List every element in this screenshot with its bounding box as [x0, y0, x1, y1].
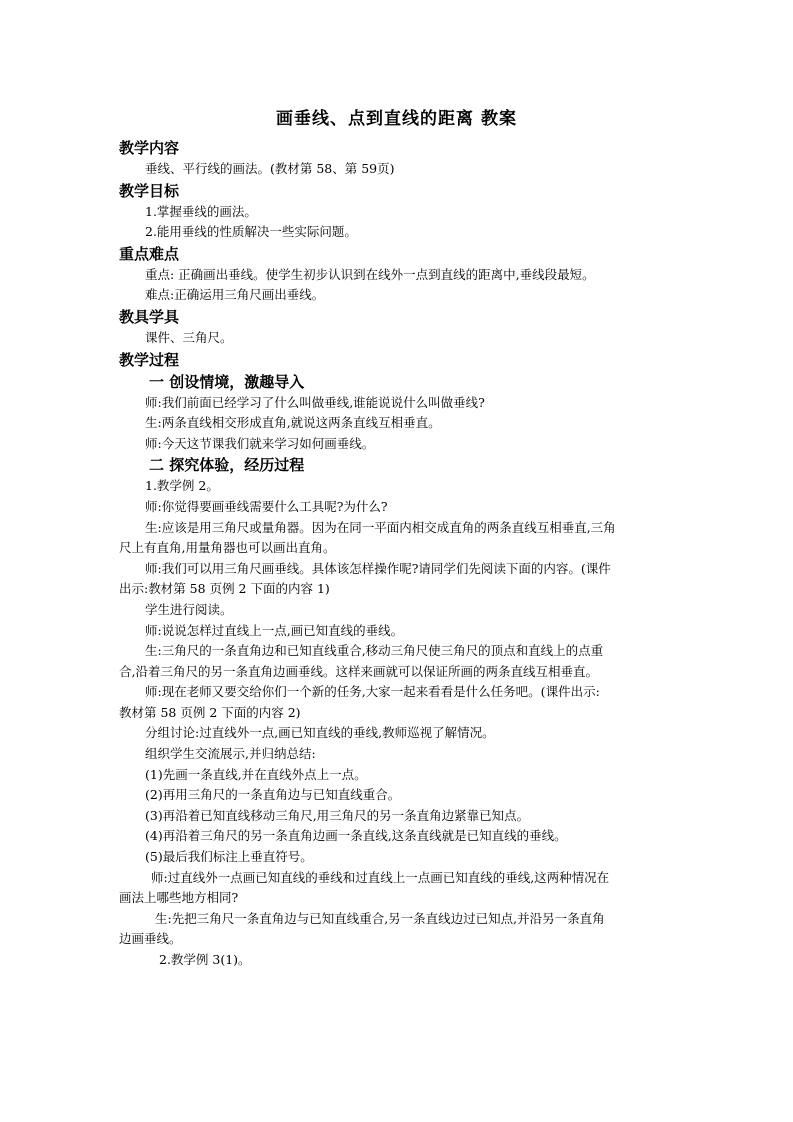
section-heading-tools: 教具学具 [119, 307, 180, 326]
paragraph-line: 师:说说怎样过直线上一点,画已知直线的垂线。 [145, 622, 404, 638]
paragraph-line: 师:今天这节课我们就来学习如何画垂线。 [145, 435, 375, 451]
subsection-heading-part1: 一 创设情境，激趣导入 [149, 372, 305, 391]
paragraph-line: 合,沿着三角尺的另一条直角边画垂线。这样来画就可以保证所画的两条直线互相垂直。 [119, 663, 598, 679]
paragraph-line: 师:过直线外一点画已知直线的垂线和过直线上一点画已知直线的垂线,这两种情况在 [151, 869, 610, 885]
paragraph-line: (5)最后我们标注上垂直符号。 [145, 849, 313, 865]
section-heading-content: 教学内容 [119, 139, 180, 157]
paragraph-line: 2.能用垂线的性质解决一些实际问题。 [145, 224, 357, 240]
paragraph-line: 生:两条直线相交形成直角,就说这两条直线互相垂直。 [145, 415, 441, 431]
paragraph-line: 尺上有直角,用量角器也可以画出直角。 [119, 540, 336, 556]
paragraph-line: 师:我们前面已经学习了什么叫做垂线,谁能说说什么叫做垂线? [145, 394, 485, 410]
paragraph-line: 出示:教材第 58 页例 2 下面的内容 1) [119, 581, 330, 597]
paragraph-line: 2.教学例 3(1)。 [159, 952, 251, 967]
paragraph-line: 生:三角尺的一条直角边和已知直线重合,移动三角尺使三角尺的顶点和直线上的点重 [145, 643, 604, 659]
paragraph-line: 1.掌握垂线的画法。 [145, 203, 257, 219]
paragraph-line: 组织学生交流展示,并归纳总结: [145, 746, 316, 762]
paragraph-line: 边画垂线。 [119, 931, 182, 947]
document-body [119, 137, 679, 971]
paragraph-line: (3)再沿着已知直线移动三角尺,用三角尺的另一条直角边紧靠已知点。 [145, 807, 530, 823]
section-heading-process: 教学过程 [119, 350, 180, 369]
paragraph-line: 师:你觉得要画垂线需要什么工具呢?为什么? [145, 498, 388, 514]
paragraph-line: 1.教学例 2。 [145, 478, 219, 494]
paragraph-line: 教材第 58 页例 2 下面的内容 2) [119, 704, 301, 720]
paragraph-line: 生:先把三角尺一条直角边与已知直线重合,另一条直线边过已知点,并沿另一条直角 [155, 910, 605, 926]
document-title: 画垂线、点到直线的距离 教案 [276, 109, 517, 129]
section-heading-goals: 教学目标 [119, 181, 180, 200]
paragraph-line: (1)先画一条直线,并在直线外点上一点。 [145, 766, 367, 782]
paragraph-line: 生:应该是用三角尺或量角器。因为在同一平面内相交成直角的两条直线互相垂直,三角 [145, 519, 616, 535]
paragraph-line: 师:我们可以用三角尺画垂线。具体该怎样操作呢?请同学们先阅读下面的内容。(课件 [145, 560, 611, 576]
section-heading-keypoints: 重点难点 [119, 244, 180, 263]
paragraph-line: 画法上哪些地方相同? [119, 890, 239, 906]
subsection-heading-part2: 二 探究体验，经历过程 [149, 456, 305, 475]
paragraph-line: 课件、三角尺。 [145, 329, 233, 345]
paragraph-line: 难点:正确运用三角尺画出垂线。 [145, 287, 325, 303]
paragraph-line: 垂线、平行线的画法。(教材第 58、第 59页) [145, 161, 395, 176]
paragraph-line: 重点: 正确画出垂线。使学生初步认识到在线外一点到直线的距离中,垂线段最短。 [145, 266, 595, 282]
paragraph-line: (4)再沿着三角尺的另一条直角边画一条直线,这条直线就是已知直线的垂线。 [145, 828, 567, 844]
paragraph-line: (2)再用三角尺的一条直角边与已知直线重合。 [145, 787, 401, 803]
paragraph-line: 学生进行阅读。 [145, 601, 233, 617]
paragraph-line: 分组讨论:过直线外一点,画已知直线的垂线,教师巡视了解情况。 [145, 725, 495, 741]
paragraph-line: 师:现在老师又要交给你们一个新的任务,大家一起来看看是什么任务吧。(课件出示: [145, 684, 600, 700]
